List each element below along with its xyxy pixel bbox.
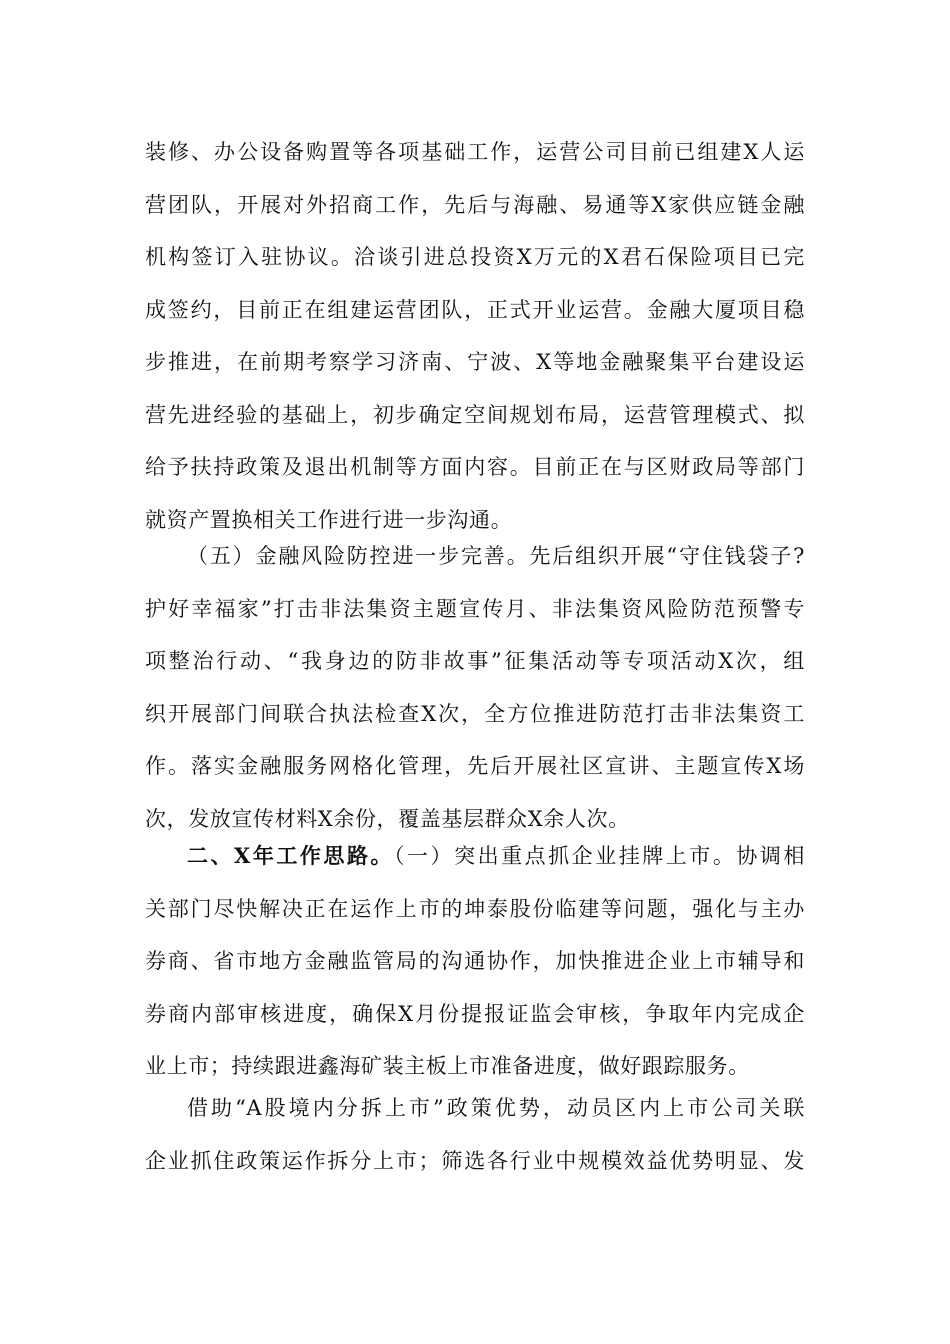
text-line: 装修、办公设备购置等各项基础工作，运营公司目前已组建X人运 (145, 140, 805, 164)
text-line: 就资产置换相关工作进行进一步沟通。 (145, 507, 513, 532)
text-line: 业上市；持续跟进鑫海矿装主板上市准备进度，做好跟踪服务。 (145, 1054, 750, 1078)
text-line: 护好幸福家”打击非法集资主题宣传月、非法集资风险防范预警专 (145, 596, 805, 621)
text-line: 项整治行动、“我身边的防非故事”征集活动等专项活动X次，组 (145, 649, 805, 673)
text-line: 券商、省市地方金融监管局的沟通协作，加快推进企业上市辅导和 (145, 949, 805, 973)
text-line: 成签约，目前正在组建运营团队，正式开业运营。金融大厦项目稳 (145, 297, 805, 322)
section-heading: 二、X年工作思路。 (187, 843, 394, 868)
text-line: 作。落实金融服务网格化管理，先后开展社区宣讲、主题宣传X场 (145, 754, 805, 778)
text-line: 步推进，在前期考察学习济南、宁波、X等地金融聚集平台建设运 (145, 350, 805, 374)
text-line (145, 830, 805, 883)
text-line: 营团队，开展对外招商工作，先后与海融、易通等X家供应链金融 (145, 192, 805, 217)
text-line: 织开展部门间联合执法检查X次，全方位推进防范打击非法集资工 (145, 701, 805, 726)
text-line: 企业抓住政策运作拆分上市；筛选各行业中规模效益优势明显、发 (145, 1148, 805, 1173)
paragraph-platform-construction (145, 126, 805, 546)
text-line: 营先进经验的基础上，初步确定空间规划布局，运营管理模式、拟 (145, 402, 805, 427)
text-line: 给予扶持政策及退出机制等方面内容。目前正在与区财政局等部门 (145, 455, 805, 479)
text-line: 关部门尽快解决正在运作上市的坤泰股份临建等问题，强化与主办 (145, 896, 805, 921)
text-line: 券商内部审核进度，确保X月份提报证监会审核，争取年内完成企 (145, 1001, 805, 1026)
text-line: （五）金融风险防控进一步完善。先后组织开展“守住钱袋子? (187, 544, 805, 568)
heading-line-rest: （一）突出重点抓企业挂牌上市。协调相 (394, 844, 805, 868)
text-line: 次，发放宣传材料X余份，覆盖基层群众X余人次。 (145, 806, 630, 831)
text-line: 借助“A股境内分拆上市”政策优势，动员区内上市公司关联 (187, 1096, 805, 1120)
paragraph-spin-off-listing (145, 1082, 805, 1187)
paragraph-risk-control (145, 530, 805, 845)
paragraph-work-plan (145, 830, 805, 1093)
text-line: 机构签订入驻协议。洽谈引进总投资X万元的X君石保险项目已完 (145, 245, 805, 269)
